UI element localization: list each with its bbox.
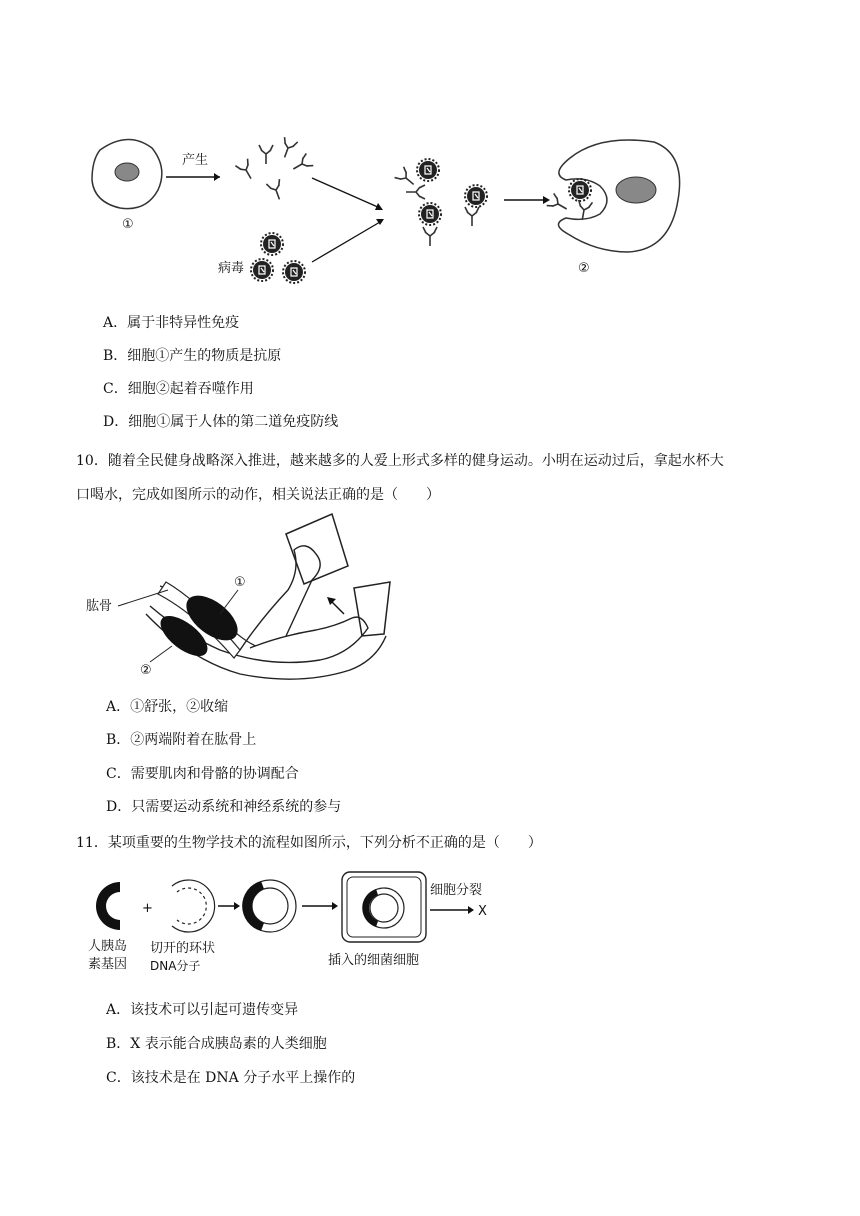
virus-icon (569, 179, 591, 201)
q10-stem-line1: 10．随着全民健身战略深入推进，越来越多的人爱上形式多样的健身运动。小明在运动过后，拿起水杯大 (76, 453, 724, 469)
q11-option-b: B．X 表示能合成胰岛素的人类细胞 (106, 1036, 327, 1052)
q10-option-a: A．①舒张，②收缩 (106, 699, 229, 715)
dna-label-line1: 切开的环状 (150, 941, 216, 956)
division-label: 细胞分裂 (430, 883, 483, 898)
q9-option-c: C．细胞②起着吞噬作用 (103, 381, 254, 397)
antibody-icon (423, 227, 437, 246)
muscle-2-label: ② (140, 663, 152, 678)
antibody-icon (547, 193, 570, 215)
insulin-gene (96, 882, 120, 930)
q11-stem: 11．某项重要的生物学技术的流程如图所示，下列分析不正确的是（ ） (76, 835, 542, 851)
q11-option-a: A．该技术可以引起可遗传变异 (106, 1002, 299, 1018)
bacteria-label: 插入的细菌细胞 (328, 953, 420, 968)
gene-diagram (84, 868, 504, 983)
antibody-icon (235, 159, 257, 182)
q9-option-a: A．属于非特异性免疫 (103, 315, 240, 331)
dna-label-line2: DNA分子 (150, 959, 201, 973)
produce-label: 产生 (182, 153, 209, 168)
muscle-1-label: ① (234, 575, 246, 590)
virus-label: 病毒 (218, 261, 245, 276)
virus-icon (261, 233, 283, 255)
q10-option-c: C．需要肌肉和骨骼的协调配合 (106, 766, 299, 782)
q9-option-b: B．细胞①产生的物质是抗原 (103, 348, 282, 364)
immune-diagram (80, 130, 720, 290)
cell-1-label: ① (122, 217, 134, 232)
virus-icon (465, 185, 487, 207)
gene-label-line1: 人胰岛 (88, 939, 128, 954)
antibody-icon (290, 153, 313, 175)
recombinant-dna-ring (242, 880, 296, 932)
q11-option-c: C．该技术是在 DNA 分子水平上操作的 (106, 1070, 356, 1086)
q10-option-b: B．②两端附着在肱骨上 (106, 732, 257, 748)
humerus-label: 肱骨 (86, 599, 113, 614)
cup-lower-icon (354, 582, 390, 636)
cut-dna-ring (172, 880, 215, 932)
antibody-icon (259, 145, 273, 164)
antibody-icon (395, 167, 419, 190)
arm-diagram (80, 510, 410, 685)
cell-1-nucleus (115, 163, 139, 181)
antibody-icon (465, 207, 479, 226)
virus-icon (251, 259, 273, 281)
virus-icon (283, 261, 305, 283)
q10-option-d: D．只需要运动系统和神经系统的参与 (106, 799, 342, 815)
q10-stem-line2: 口喝水，完成如图所示的动作，相关说法正确的是（ ） (76, 487, 440, 503)
bacteria-cell (342, 872, 426, 942)
cell-2-nucleus (616, 177, 656, 203)
bacteria-dna-ring (362, 888, 404, 928)
x-label: X (478, 904, 487, 919)
q9-option-d: D．细胞①属于人体的第二道免疫防线 (103, 414, 339, 430)
gene-label-line2: 素基因 (88, 957, 128, 972)
antibody-icon (266, 179, 286, 202)
antibody-icon (406, 185, 425, 199)
antibody-icon (278, 137, 298, 160)
virus-icon (419, 203, 441, 225)
virus-icon (417, 159, 439, 181)
cell-2-label: ② (578, 261, 590, 276)
plus-sign: + (142, 901, 153, 916)
